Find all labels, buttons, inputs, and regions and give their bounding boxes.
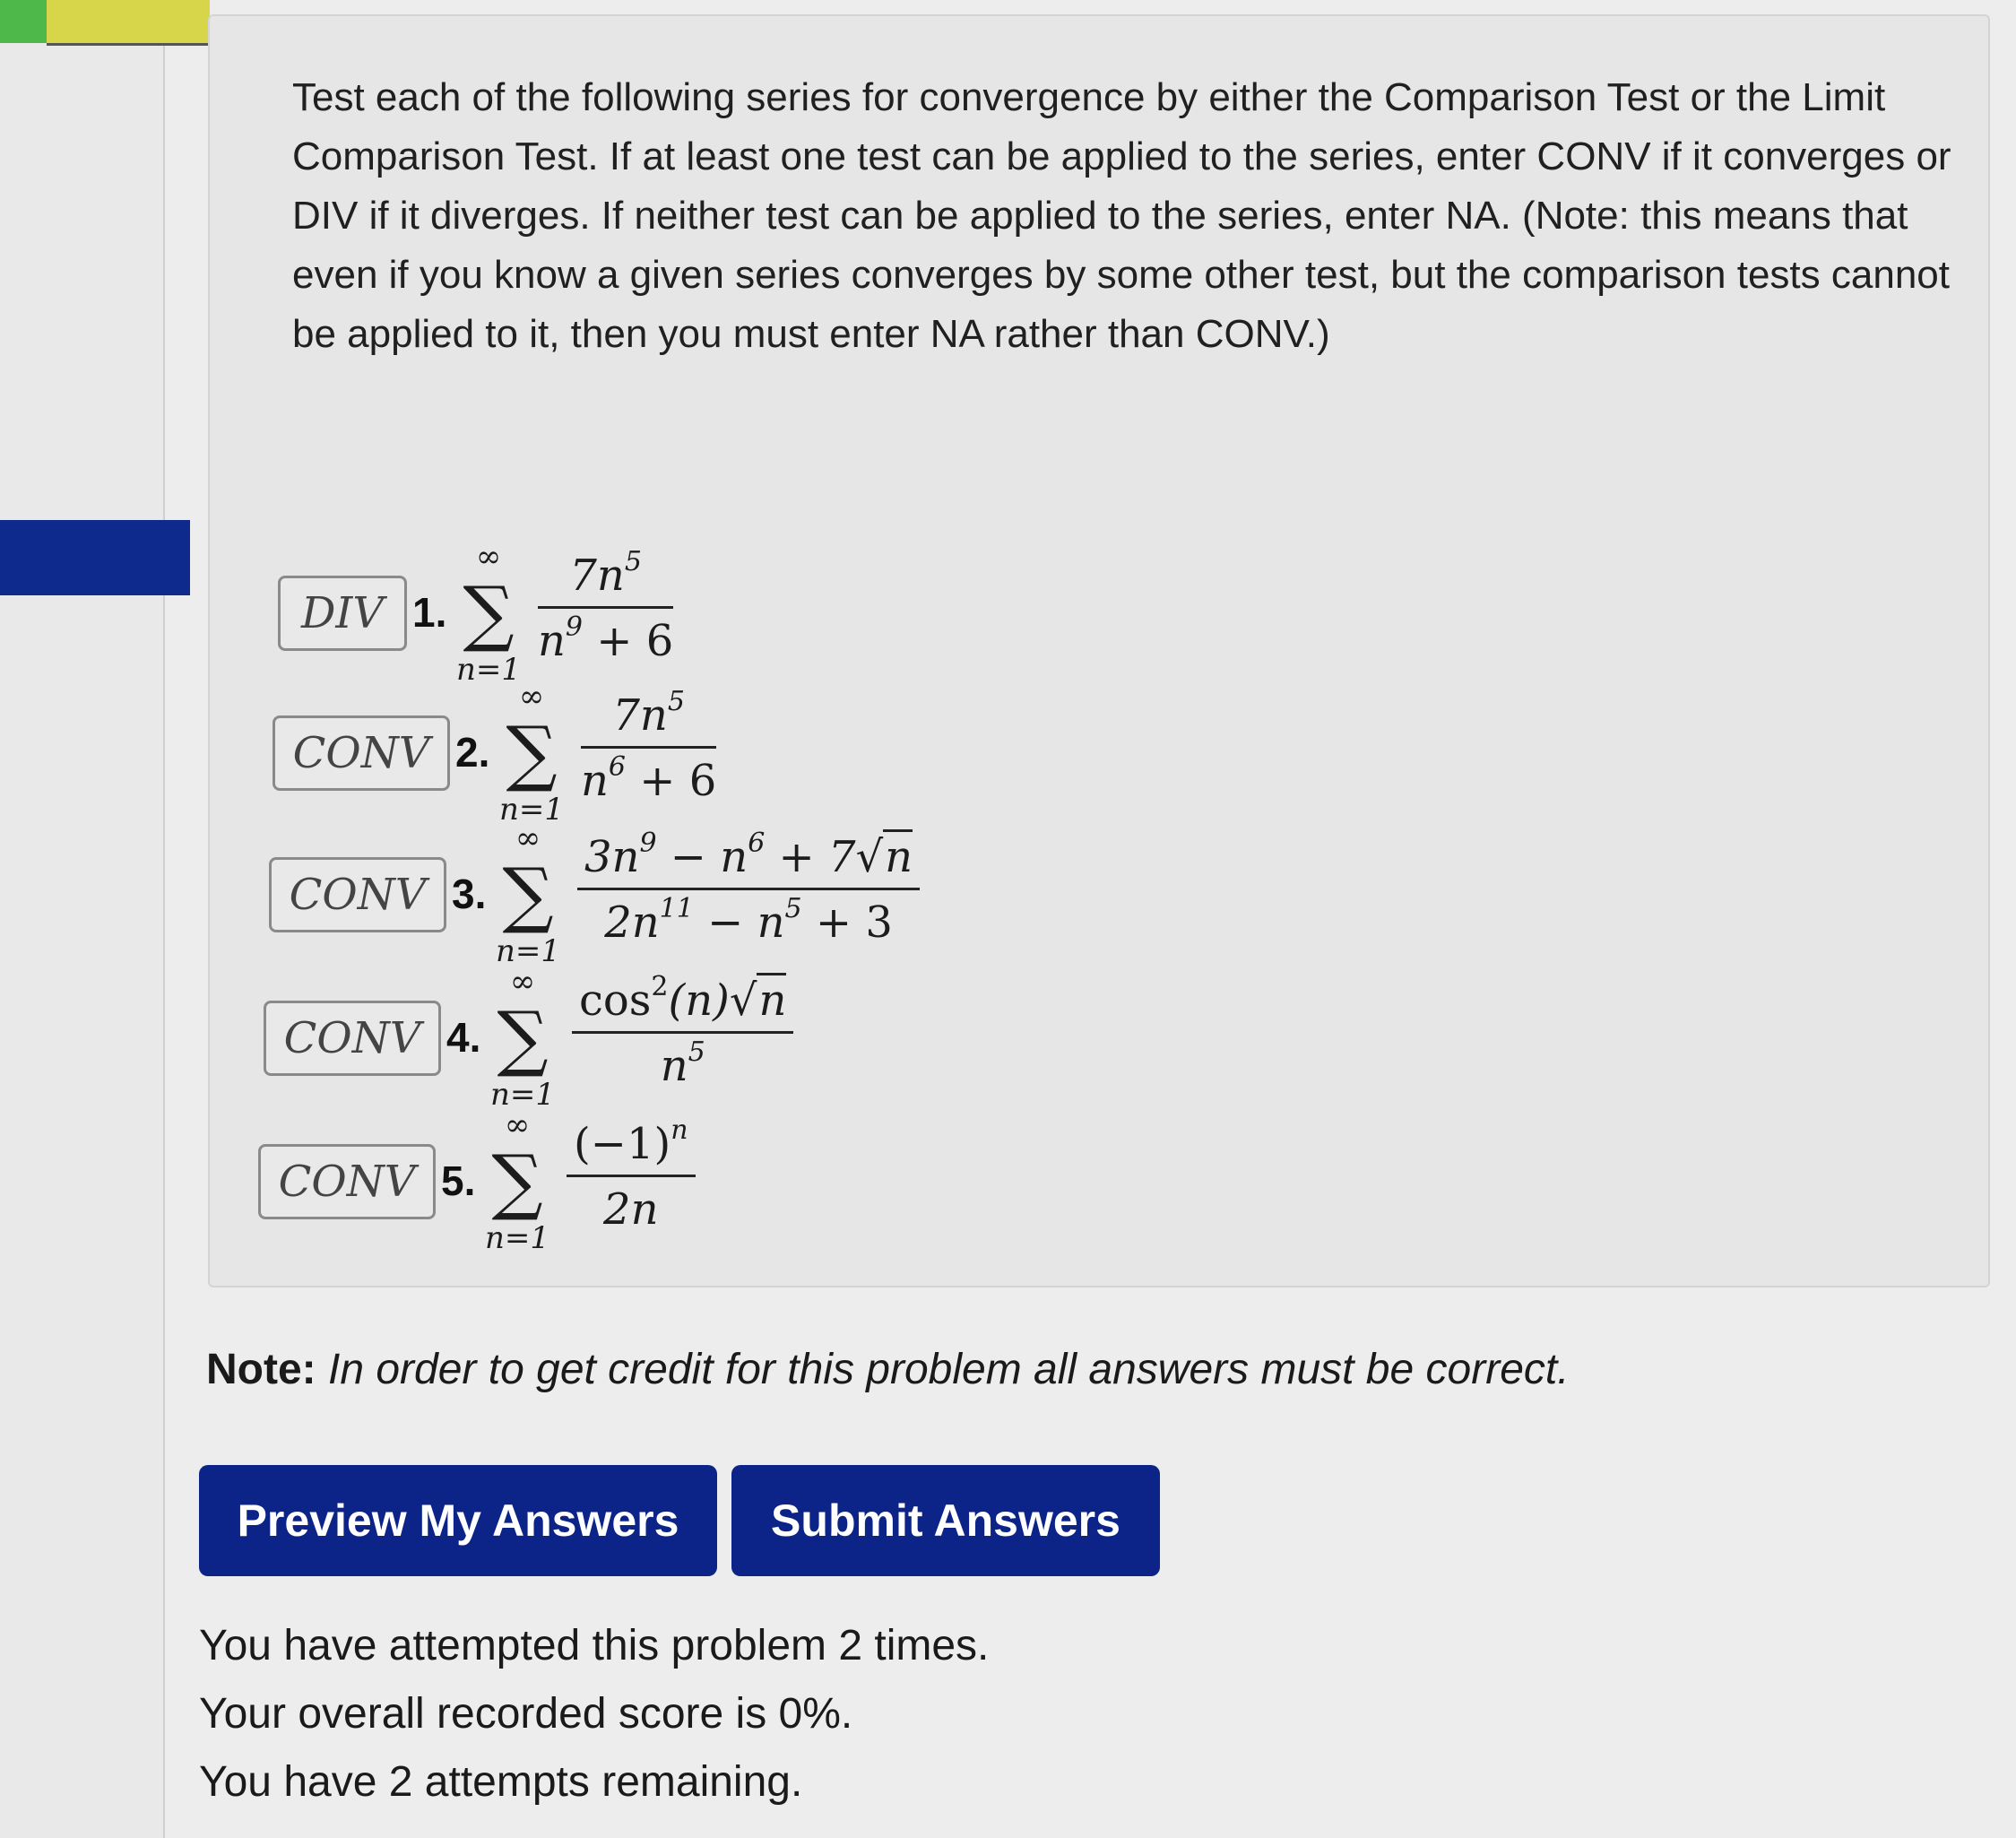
nav-highlight[interactable] <box>0 520 190 595</box>
answer-input-5[interactable]: CONV <box>258 1144 436 1219</box>
answer-input-1[interactable]: DIV <box>278 576 407 651</box>
summation-3: ∞ ∑ n=1 <box>495 820 561 969</box>
problem-number-1: 1. <box>412 589 447 636</box>
problem-number-5: 5. <box>441 1157 476 1204</box>
fraction-2: $\frac{7n^5}{n^6 + 6}$ <box>581 686 717 806</box>
instructions-text: Test each of the following series for convergence by either the Comparison Test or the Limit Comparison Test. If at least one test can be applied to the series, enter CONV if it converges or DIV if it diverges. If neither test can be applied to the series, enter NA. (Note: this means that even if you know a given series converges by some other test, but the comparison tests cannot be applied to it, then you must enter NA rather than CONV.) <box>292 75 1951 356</box>
problem-number-4: 4. <box>446 1014 481 1061</box>
credit-note <box>206 1345 1909 1394</box>
score-status: Your overall recorded score is 0%. <box>199 1690 853 1738</box>
fraction-3: $\frac{3n^9 - n^6 + 7√n}{2n^{11} - n^5 + 3}$ <box>577 832 920 948</box>
answer-input-2[interactable]: CONV <box>273 715 450 791</box>
summation-1: ∞ ∑ n=1 <box>455 539 522 688</box>
problem-box <box>208 14 1990 1287</box>
left-sidebar <box>0 0 165 1838</box>
fraction-4: $\frac{\cos^2(n)√n}{n^5}$ <box>572 975 793 1091</box>
answer-input-3[interactable]: CONV <box>269 857 446 932</box>
problem-number-3: 3. <box>452 871 487 917</box>
note-text: In order to get credit for this problem all answers must be correct. <box>316 1346 1570 1393</box>
preview-answers-button[interactable]: Preview My Answers <box>199 1465 717 1576</box>
corner-tab-yellow[interactable] <box>47 0 210 46</box>
summation-4: ∞ ∑ n=1 <box>489 964 556 1113</box>
attempts-status: You have attempted this problem 2 times. <box>199 1622 990 1669</box>
submit-answers-button[interactable]: Submit Answers <box>731 1465 1160 1576</box>
problem-number-2: 2. <box>455 729 490 776</box>
answer-input-4[interactable]: CONV <box>264 1001 441 1076</box>
fraction-1: $\frac{7n^5}{n^9 + 6}$ <box>538 546 674 666</box>
summation-2: ∞ ∑ n=1 <box>498 679 565 828</box>
remaining-status: You have 2 attempts remaining. <box>199 1758 803 1806</box>
note-label: Note: <box>206 1346 316 1393</box>
summation-5: ∞ ∑ n=1 <box>484 1107 550 1256</box>
corner-tab-green[interactable] <box>0 0 47 43</box>
fraction-5: $\frac{(-1)^n}{2n}$ <box>567 1119 696 1235</box>
